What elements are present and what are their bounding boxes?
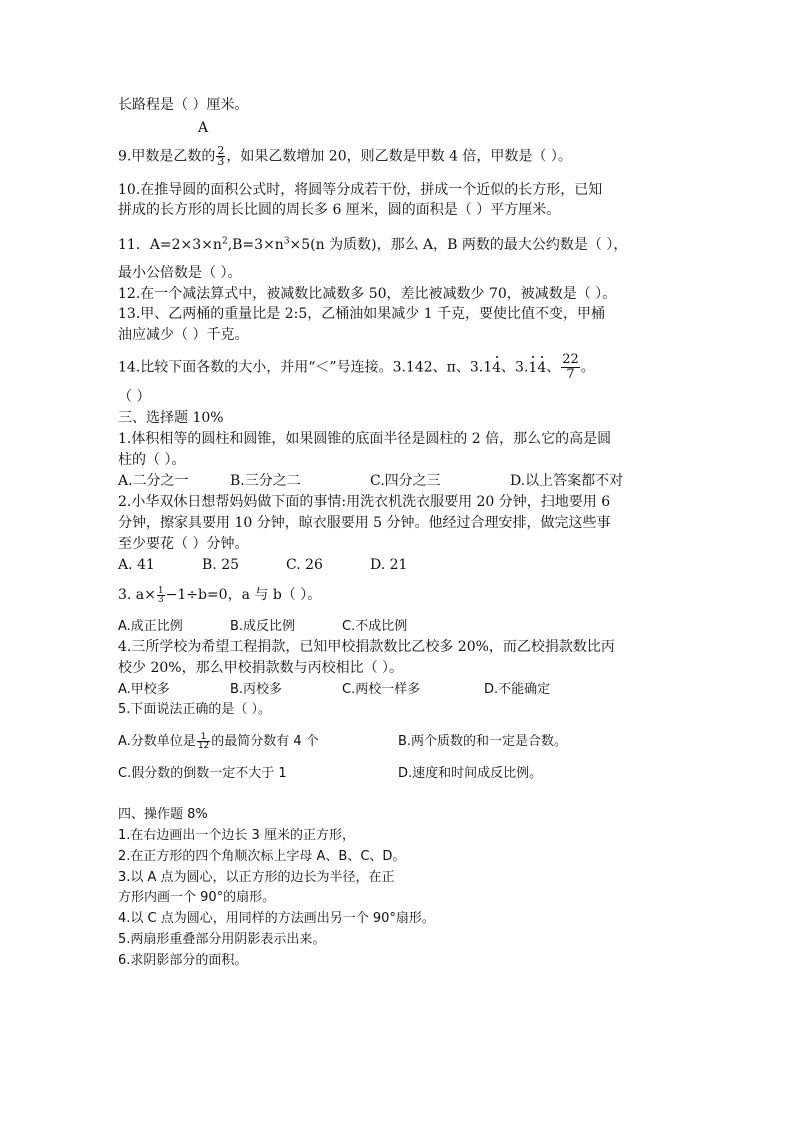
- choice-4-option-c: C.两校一样多: [342, 682, 421, 697]
- choice-3: 3. a× $\frac{1}{3}$ −1÷b=0，a 与 b（ ）。: [118, 585, 322, 605]
- question-10-line2: 拼成的长方形的周长比圆的周长多 6 厘米，圆的面积是（ ）平方厘米。: [118, 202, 561, 218]
- question-13-line1: 13.甲、乙两桶的重量比是 2:5，乙桶油如果减少 1 千克，要使比值不变，甲桶: [118, 306, 606, 322]
- operation-4: 4.以 C 点为圆心，用同样的方法画出另一个 90°扇形。: [118, 911, 435, 926]
- choice-5-option-c: C.假分数的倒数一定不大于 1: [118, 766, 287, 781]
- fraction-two-thirds: $\frac{2}{3}$: [217, 144, 225, 168]
- section-3-title: 三、选择题 10%: [118, 410, 224, 426]
- operation-1: 1.在右边画出一个边长 3 厘米的正方形，: [118, 828, 355, 843]
- question-10-line1: 10.在推导圆的面积公式时，将圆等分成若干份，拼成一个近似的长方形，已知: [118, 182, 603, 198]
- choice-2-option-a: A. 41: [118, 557, 155, 573]
- choice-2-option-d: D. 21: [370, 557, 408, 573]
- choice-3-option-c: C.不成比例: [342, 619, 408, 634]
- choice-5-option-a: A.分数单位是 $\frac{1}{12}$ 的最简分数有 4 个: [118, 732, 319, 751]
- question-12: 12.在一个减法算式中，被减数比减数多 50，差比被减数少 70，被减数是（ ）。: [118, 286, 617, 302]
- choice-3-option-b: B.成反比例: [230, 619, 296, 634]
- choice-1-line1: 1.体积相等的圆柱和圆锥，如果圆锥的底面半径是圆柱的 2 倍，那么它的高是圆: [118, 431, 612, 447]
- fraction-22-7: $\frac{22}{7}$: [562, 352, 579, 382]
- choice-1-line2: 柱的（ ）。: [118, 452, 186, 468]
- choice-4-line2: 校少 20%，那么甲校捐款数与丙校相比（ ）。: [118, 660, 404, 676]
- choice-3-option-a: A.成正比例: [118, 619, 183, 634]
- question-13-line2: 油应减少（ ）千克。: [118, 327, 249, 343]
- question-11-line2: 最小公倍数是（ ）。: [118, 265, 242, 281]
- choice-1-option-c: C.四分之三: [370, 473, 441, 489]
- choice-5: 5.下面说法正确的是（ ）。: [118, 702, 272, 717]
- choice-2-line1: 2.小华双休日想帮妈妈做下面的事情:用洗衣机洗衣服要用 20 分钟，扫地要用 6: [118, 494, 611, 510]
- choice-2-option-c: C. 26: [286, 557, 323, 573]
- operation-5: 5.两扇形重叠部分用阴影表示出来。: [118, 932, 326, 947]
- choice-2-option-b: B. 25: [202, 557, 240, 573]
- choice-4-option-d: D.不能确定: [484, 682, 551, 697]
- operation-6: 6.求阴影部分的面积。: [118, 953, 248, 968]
- choice-4-line1: 4.三所学校为希望工程捐款，已知甲校捐款数比乙校多 20%，而乙校捐款数比丙: [118, 639, 615, 655]
- question-14-blank: （ ）: [118, 389, 151, 405]
- operation-3-line1: 3.以 A 点为圆心，以正方形的边长为半径，在正: [118, 870, 395, 885]
- choice-5-option-d: D.速度和时间成反比例。: [398, 766, 543, 781]
- fraction-one-third: $\frac{1}{3}$: [157, 585, 164, 605]
- question-11-line1: 11．$A=2\times 3\times n^2,B=3\times n^3\times 5(n$ 为质数)，那么 A，B 两数的最大公约数是（ ），: [118, 236, 628, 253]
- choice-1-option-d: D.以上答案都不对: [510, 473, 624, 489]
- section-4-title: 四、操作题 8%: [118, 807, 208, 822]
- line-road-length: 长路程是（ ）厘米。: [118, 97, 249, 113]
- choice-2-line3: 至少要花（ ）分钟。: [118, 536, 249, 552]
- label-a: A: [198, 120, 209, 136]
- operation-2: 2.在正方形的四个角顺次标上字母 A、B、C、D。: [118, 849, 406, 864]
- operation-3-line2: 方形内画一个 90°的扇形。: [118, 890, 276, 905]
- fraction-one-twelfth: $\frac{1}{12}$: [197, 732, 210, 751]
- choice-1-option-a: A.二分之一: [118, 473, 189, 489]
- choice-4-option-a: A.甲校多: [118, 682, 170, 697]
- choice-1-option-b: B.三分之二: [230, 473, 301, 489]
- choice-5-option-b: B.两个质数的和一定是合数。: [398, 734, 568, 749]
- choice-4-option-b: B.丙校多: [230, 682, 283, 697]
- question-14: 14.比较下面各数的大小，并用“＜”号连接。3.142、π、3.14、3.14、 $\frac{22}{7}$ 。: [118, 352, 595, 382]
- question-9: 9.甲数是乙数的 $\frac{2}{3}$ ，如果乙数增加 20，则乙数是甲数 4 倍，甲数是（ ）。: [118, 144, 572, 168]
- choice-2-line2: 分钟，擦家具要用 10 分钟，晾衣服要用 5 分钟。他经过合理安排，做完这些事: [118, 515, 611, 531]
